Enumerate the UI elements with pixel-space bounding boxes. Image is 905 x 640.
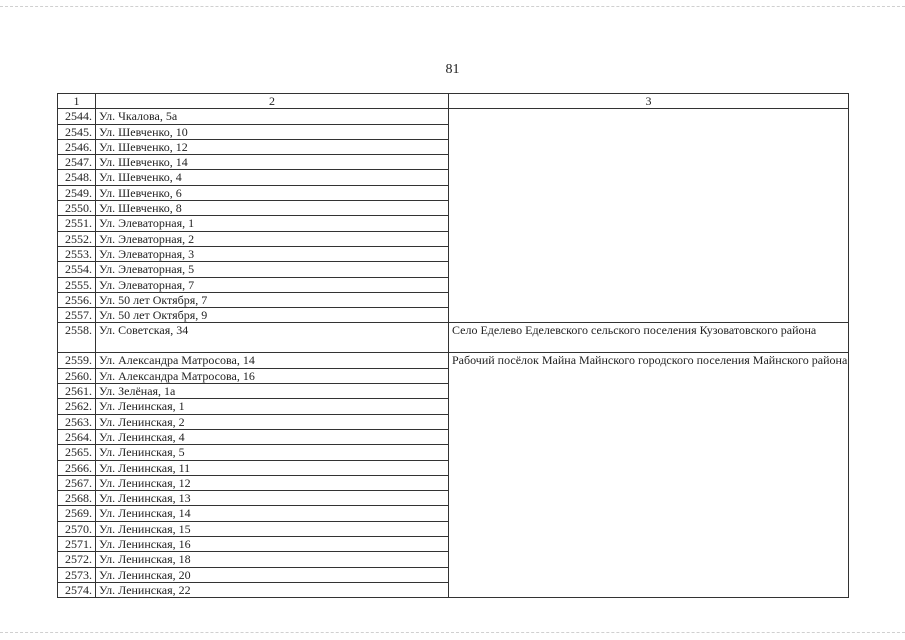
row-address: Ул. Элеваторная, 5 xyxy=(96,262,449,277)
row-number: 2549. xyxy=(58,185,96,200)
table-row xyxy=(58,323,849,353)
row-address: Ул. Элеваторная, 2 xyxy=(96,231,449,246)
row-number: 2553. xyxy=(58,246,96,261)
row-address: Ул. Ленинская, 1 xyxy=(96,399,449,414)
row-number: 2573. xyxy=(58,567,96,582)
column-header-1: 1 xyxy=(58,94,96,109)
row-number: 2563. xyxy=(58,414,96,429)
row-number: 2574. xyxy=(58,582,96,597)
row-number: 2551. xyxy=(58,216,96,231)
row-address: Ул. Ленинская, 15 xyxy=(96,521,449,536)
row-address: Ул. Шевченко, 10 xyxy=(96,124,449,139)
row-number: 2558. xyxy=(58,323,96,353)
row-number: 2560. xyxy=(58,368,96,383)
row-address: Ул. Элеваторная, 1 xyxy=(96,216,449,231)
row-address: Ул. 50 лет Октября, 7 xyxy=(96,292,449,307)
row-address: Ул. Ленинская, 18 xyxy=(96,552,449,567)
row-address: Ул. Ленинская, 13 xyxy=(96,491,449,506)
row-number: 2554. xyxy=(58,262,96,277)
row-number: 2547. xyxy=(58,155,96,170)
column-header-3: 3 xyxy=(449,94,849,109)
row-number: 2565. xyxy=(58,445,96,460)
row-number: 2571. xyxy=(58,537,96,552)
row-number: 2552. xyxy=(58,231,96,246)
row-address: Ул. Элеваторная, 7 xyxy=(96,277,449,292)
row-number: 2572. xyxy=(58,552,96,567)
table-row xyxy=(58,353,849,368)
row-address: Ул. Зелёная, 1а xyxy=(96,384,449,399)
row-address: Ул. Чкалова, 5а xyxy=(96,109,449,124)
row-number: 2561. xyxy=(58,384,96,399)
row-address: Ул. Шевченко, 14 xyxy=(96,155,449,170)
row-number: 2555. xyxy=(58,277,96,292)
location-cell: Рабочий посёлок Майна Майнского городского поселения Майнского района xyxy=(449,353,849,598)
row-number: 2562. xyxy=(58,399,96,414)
row-address: Ул. Шевченко, 6 xyxy=(96,185,449,200)
column-header-2: 2 xyxy=(96,94,449,109)
row-address: Ул. Александра Матросова, 14 xyxy=(96,353,449,368)
address-table xyxy=(57,93,849,598)
row-number: 2564. xyxy=(58,429,96,444)
row-address: Ул. Шевченко, 4 xyxy=(96,170,449,185)
row-number: 2567. xyxy=(58,475,96,490)
row-number: 2544. xyxy=(58,109,96,124)
row-number: 2566. xyxy=(58,460,96,475)
page-number: 81 xyxy=(445,62,460,77)
row-address: Ул. Шевченко, 12 xyxy=(96,139,449,154)
table-row xyxy=(58,109,849,124)
row-number: 2548. xyxy=(58,170,96,185)
row-address: Ул. 50 лет Октября, 9 xyxy=(96,308,449,323)
row-address: Ул. Ленинская, 20 xyxy=(96,567,449,582)
row-address: Ул. Ленинская, 14 xyxy=(96,506,449,521)
location-cell xyxy=(449,109,849,323)
row-address: Ул. Ленинская, 12 xyxy=(96,475,449,490)
row-address: Ул. Ленинская, 22 xyxy=(96,582,449,597)
page-edge-bottom xyxy=(0,632,905,633)
row-number: 2557. xyxy=(58,308,96,323)
row-number: 2556. xyxy=(58,292,96,307)
row-address: Ул. Ленинская, 2 xyxy=(96,414,449,429)
row-address: Ул. Ленинская, 4 xyxy=(96,429,449,444)
row-number: 2569. xyxy=(58,506,96,521)
row-number: 2559. xyxy=(58,353,96,368)
row-address: Ул. Ленинская, 11 xyxy=(96,460,449,475)
row-address: Ул. Советская, 34 xyxy=(96,323,449,353)
row-number: 2568. xyxy=(58,491,96,506)
row-address: Ул. Александра Матросова, 16 xyxy=(96,368,449,383)
row-address: Ул. Ленинская, 5 xyxy=(96,445,449,460)
table-header-row xyxy=(58,94,849,109)
row-number: 2545. xyxy=(58,124,96,139)
page-edge-top xyxy=(0,6,905,7)
row-address: Ул. Элеваторная, 3 xyxy=(96,246,449,261)
location-cell: Село Еделево Еделевского сельского поселения Кузоватовского района xyxy=(449,323,849,353)
row-number: 2570. xyxy=(58,521,96,536)
row-address: Ул. Шевченко, 8 xyxy=(96,201,449,216)
row-address: Ул. Ленинская, 16 xyxy=(96,537,449,552)
row-number: 2550. xyxy=(58,201,96,216)
row-number: 2546. xyxy=(58,139,96,154)
